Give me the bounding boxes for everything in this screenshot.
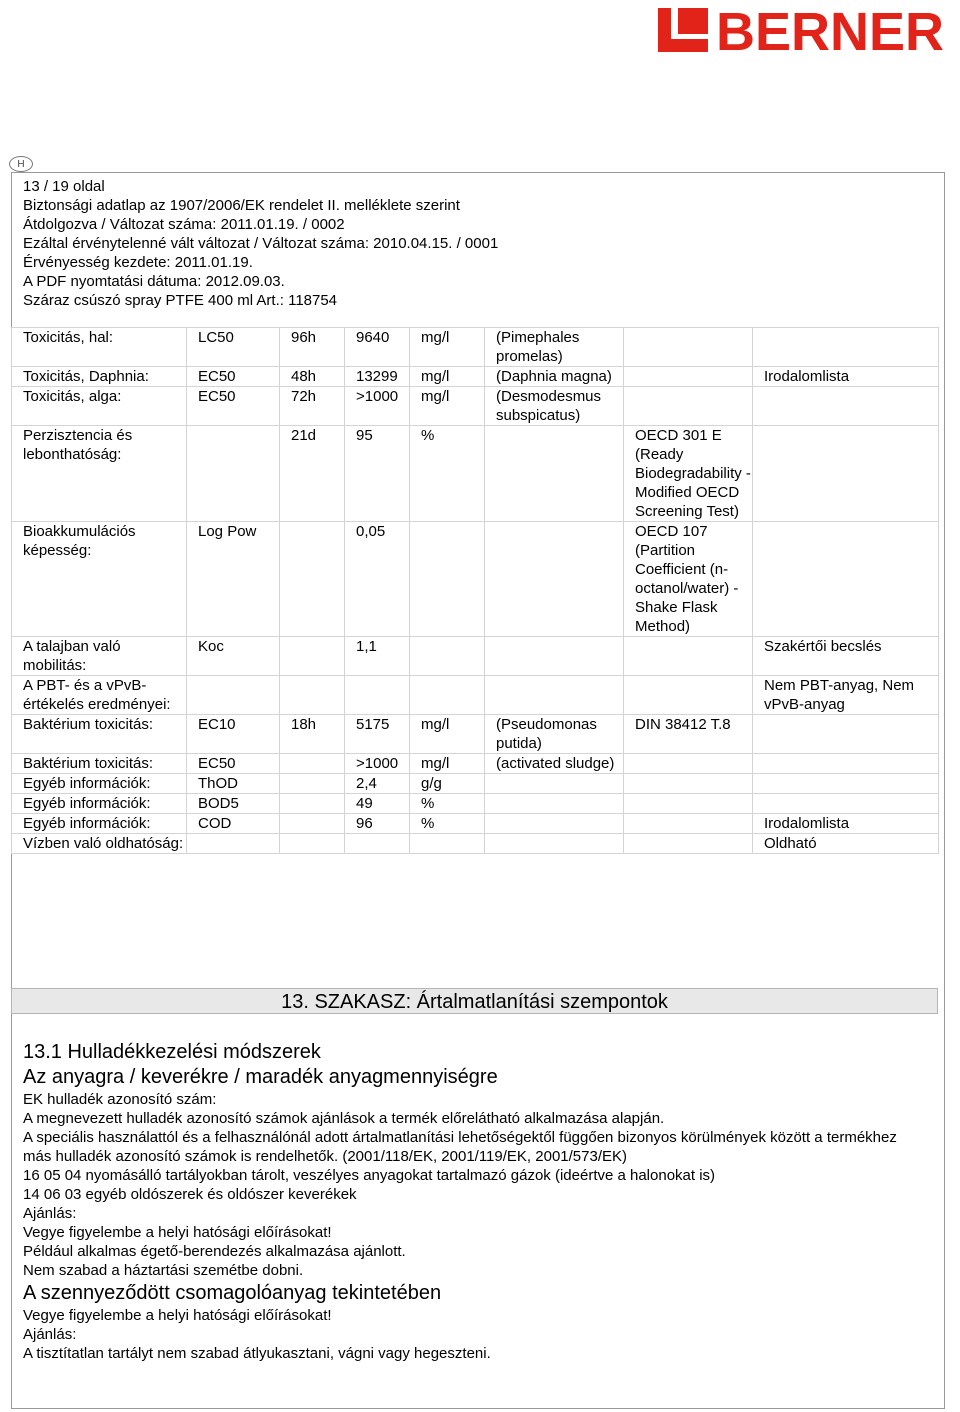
cell-duration — [280, 754, 345, 774]
cell-value: 5175 — [345, 715, 410, 754]
waste-text-line: EK hulladék azonosító szám: — [23, 1091, 217, 1108]
table-row — [12, 367, 939, 387]
cell-endpoint: EC50 — [187, 367, 280, 387]
berner-logo — [656, 4, 956, 56]
waste-text-line: Ajánlás: — [23, 1205, 77, 1222]
cell-property: Egyéb információk: — [12, 774, 187, 794]
cell-method — [624, 676, 753, 715]
cell-property: A talajban való mobilitás: — [12, 637, 187, 676]
cell-source: Nem PBT-anyag, Nem vPvB-anyag — [753, 676, 939, 715]
cell-endpoint: ThOD — [187, 774, 280, 794]
cell-source — [753, 794, 939, 814]
cell-duration — [280, 834, 345, 854]
cell-property: Egyéb információk: — [12, 814, 187, 834]
cell-species — [485, 637, 624, 676]
cell-duration — [280, 794, 345, 814]
cell-property: Vízben való oldhatóság: — [12, 834, 187, 854]
section-title: 13. SZAKASZ: Ártalmatlanítási szempontok — [11, 988, 938, 1014]
cell-method — [624, 814, 753, 834]
waste-methods-heading: 13.1 Hulladékkezelési módszerek — [23, 1041, 321, 1063]
waste-text-line: A megnevezett hulladék azonosító számok ajánlások a termék előrelátható alkalmazása alapján. — [23, 1110, 665, 1127]
print-date-line: A PDF nyomtatási dátuma: 2012.09.03. — [23, 273, 285, 290]
waste-text-line: A speciális használattól és a felhasználónál adott ártalmatlanítási lehetőségektől függően bizonyos körülmények között a termékhez — [23, 1129, 897, 1146]
cell-source — [753, 715, 939, 754]
cell-method — [624, 328, 753, 367]
table-row — [12, 715, 939, 754]
cell-method — [624, 754, 753, 774]
waste-text-line: 14 06 03 egyéb oldószerek és oldószer keverékek — [23, 1186, 357, 1203]
valid-from-line: Érvényesség kezdete: 2011.01.19. — [23, 254, 253, 271]
page-number: 13 / 19 oldal — [23, 178, 105, 195]
cell-source — [753, 426, 939, 522]
cell-duration — [280, 637, 345, 676]
cell-duration — [280, 676, 345, 715]
cell-value: 9640 — [345, 328, 410, 367]
cell-property: Perzisztencia és lebonthatóság: — [12, 426, 187, 522]
cell-method — [624, 834, 753, 854]
cell-method — [624, 794, 753, 814]
waste-section — [23, 1040, 923, 1363]
cell-duration — [280, 814, 345, 834]
cell-method: OECD 107 (Partition Coefficient (n-octanol/water) - Shake Flask Method) — [624, 522, 753, 637]
cell-source — [753, 774, 939, 794]
cell-duration: 48h — [280, 367, 345, 387]
table-row — [12, 794, 939, 814]
cell-property: A PBT- és a vPvB-értékelés eredményei: — [12, 676, 187, 715]
cell-endpoint: COD — [187, 814, 280, 834]
cell-species — [485, 774, 624, 794]
waste-text-line: Például alkalmas égető-berendezés alkalmazása ajánlott. — [23, 1243, 406, 1260]
cell-species: (Pseudomonas putida) — [485, 715, 624, 754]
cell-value — [345, 834, 410, 854]
cell-endpoint: EC50 — [187, 387, 280, 426]
cell-value: 13299 — [345, 367, 410, 387]
cell-property: Toxicitás, Daphnia: — [12, 367, 187, 387]
cell-value: 49 — [345, 794, 410, 814]
cell-duration: 18h — [280, 715, 345, 754]
cell-source: Szakértői becslés — [753, 637, 939, 676]
substance-heading: Az anyagra / keverékre / maradék anyagmennyiségre — [23, 1066, 498, 1088]
cell-value: >1000 — [345, 754, 410, 774]
cell-unit — [410, 676, 485, 715]
brand-name: BERNER — [716, 4, 945, 56]
table-row — [12, 637, 939, 676]
cell-duration: 96h — [280, 328, 345, 367]
cell-duration — [280, 522, 345, 637]
cell-unit: % — [410, 814, 485, 834]
cell-species: (activated sludge) — [485, 754, 624, 774]
waste-text-line: 16 05 04 nyomásálló tartályokban tárolt, veszélyes anyagokat tartalmazó gázok (ideértve a halonokat is) — [23, 1167, 716, 1184]
table-row — [12, 834, 939, 854]
cell-source: Irodalomlista — [753, 814, 939, 834]
cell-species: (Daphnia magna) — [485, 367, 624, 387]
cell-method: OECD 301 E (Ready Biodegradability - Modified OECD Screening Test) — [624, 426, 753, 522]
cell-value — [345, 676, 410, 715]
cell-unit — [410, 637, 485, 676]
language-badge: H — [9, 156, 33, 172]
table-row — [12, 387, 939, 426]
packaging-text-line: Ajánlás: — [23, 1326, 77, 1343]
cell-endpoint — [187, 426, 280, 522]
packaging-text-line: Vegye figyelembe a helyi hatósági előírásokat! — [23, 1307, 332, 1324]
cell-value: 96 — [345, 814, 410, 834]
cell-property: Egyéb információk: — [12, 794, 187, 814]
cell-source — [753, 522, 939, 637]
product-line: Száraz csúszó spray PTFE 400 ml Art.: 118754 — [23, 292, 338, 309]
cell-source — [753, 328, 939, 367]
cell-method — [624, 387, 753, 426]
cell-value: 1,1 — [345, 637, 410, 676]
cell-property: Baktérium toxicitás: — [12, 754, 187, 774]
cell-duration: 21d — [280, 426, 345, 522]
cell-method: DIN 38412 T.8 — [624, 715, 753, 754]
cell-unit — [410, 834, 485, 854]
berner-logo-icon — [656, 4, 956, 56]
cell-endpoint: Koc — [187, 637, 280, 676]
cell-unit — [410, 522, 485, 637]
cell-source: Oldható — [753, 834, 939, 854]
cell-unit: % — [410, 794, 485, 814]
cell-unit: mg/l — [410, 328, 485, 367]
cell-source — [753, 754, 939, 774]
cell-property: Toxicitás, hal: — [12, 328, 187, 367]
waste-text-line: Nem szabad a háztartási szemétbe dobni. — [23, 1262, 304, 1279]
cell-endpoint: LC50 — [187, 328, 280, 367]
cell-method — [624, 637, 753, 676]
cell-endpoint: EC50 — [187, 754, 280, 774]
waste-text-line: más hulladék azonosító számok is rendelhetők. (2001/118/EK, 2001/119/EK, 2001/573/EK) — [23, 1148, 627, 1165]
cell-unit: % — [410, 426, 485, 522]
cell-unit: mg/l — [410, 387, 485, 426]
cell-species: (Desmodesmus subspicatus) — [485, 387, 624, 426]
waste-text-line: Vegye figyelembe a helyi hatósági előírásokat! — [23, 1224, 332, 1241]
cell-value: >1000 — [345, 387, 410, 426]
cell-endpoint: EC10 — [187, 715, 280, 754]
packaging-text-line: A tisztítatlan tartályt nem szabad átlyukasztani, vágni vagy hegeszteni. — [23, 1345, 491, 1362]
cell-species — [485, 794, 624, 814]
cell-property: Bioakkumulációs képesség: — [12, 522, 187, 637]
cell-duration: 72h — [280, 387, 345, 426]
cell-species — [485, 814, 624, 834]
cell-unit: g/g — [410, 774, 485, 794]
cell-method — [624, 774, 753, 794]
regulation-line: Biztonsági adatlap az 1907/2006/EK rendelet II. melléklete szerint — [23, 197, 460, 214]
table-row — [12, 814, 939, 834]
cell-endpoint — [187, 676, 280, 715]
revision-line: Átdolgozva / Változat száma: 2011.01.19. / 0002 — [23, 216, 345, 233]
cell-method — [624, 367, 753, 387]
table-row — [12, 426, 939, 522]
table-row — [12, 774, 939, 794]
cell-value: 2,4 — [345, 774, 410, 794]
cell-unit: mg/l — [410, 367, 485, 387]
cell-unit: mg/l — [410, 715, 485, 754]
superseded-line: Ezáltal érvénytelenné vált változat / Változat száma: 2010.04.15. / 0001 — [23, 235, 499, 252]
cell-endpoint — [187, 834, 280, 854]
table-row — [12, 522, 939, 637]
cell-species — [485, 522, 624, 637]
packaging-heading: A szennyeződött csomagolóanyag tekintetében — [23, 1282, 442, 1304]
cell-species: (Pimephales promelas) — [485, 328, 624, 367]
cell-source — [753, 387, 939, 426]
cell-property: Toxicitás, alga: — [12, 387, 187, 426]
cell-property: Baktérium toxicitás: — [12, 715, 187, 754]
document-header — [23, 177, 498, 310]
table-row — [12, 676, 939, 715]
table-row — [12, 754, 939, 774]
cell-endpoint: BOD5 — [187, 794, 280, 814]
cell-duration — [280, 774, 345, 794]
cell-species — [485, 676, 624, 715]
cell-value: 0,05 — [345, 522, 410, 637]
cell-endpoint: Log Pow — [187, 522, 280, 637]
cell-source: Irodalomlista — [753, 367, 939, 387]
ecotoxicity-table — [11, 327, 939, 854]
cell-value: 95 — [345, 426, 410, 522]
cell-unit: mg/l — [410, 754, 485, 774]
table-row — [12, 328, 939, 367]
cell-species — [485, 426, 624, 522]
cell-species — [485, 834, 624, 854]
